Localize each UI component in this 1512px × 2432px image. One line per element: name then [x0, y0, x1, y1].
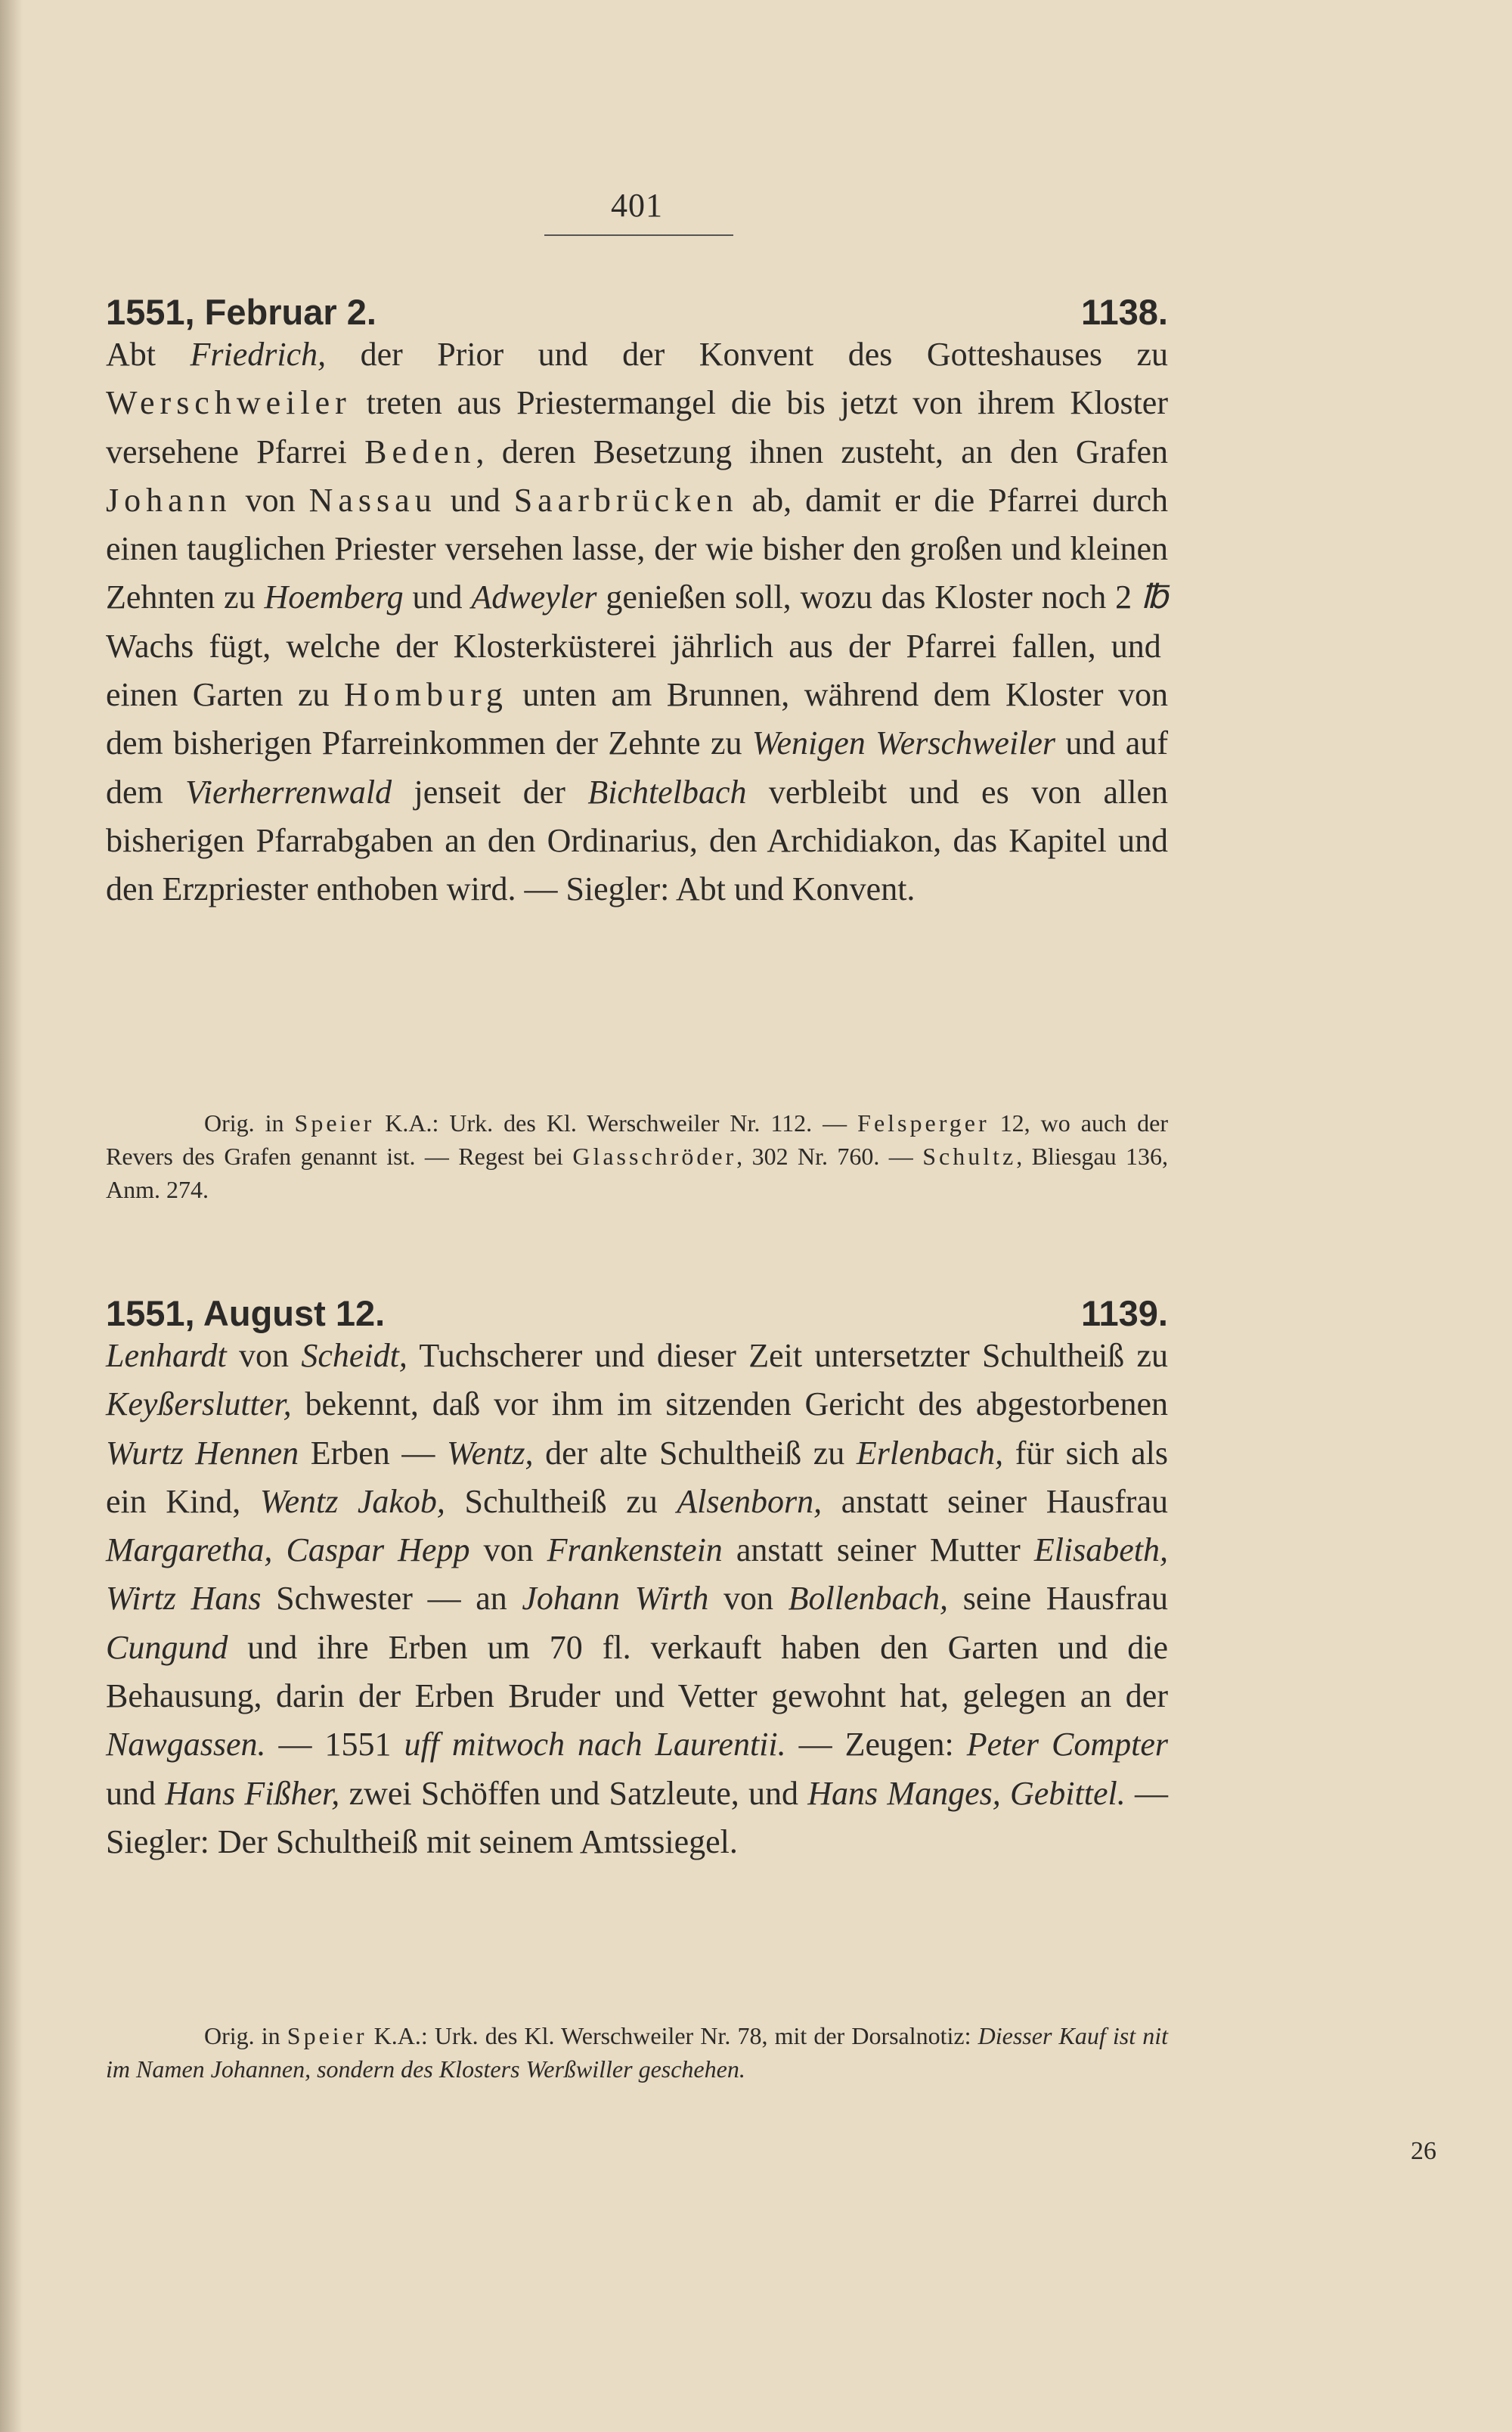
text-run: Schwester — an [261, 1580, 522, 1618]
entry-body-1138 [106, 330, 1168, 914]
italic-name: Elisabeth, [1033, 1531, 1169, 1569]
text-run: Abt [106, 336, 191, 373]
text-run: treten aus Priestermangel die bis jetzt von ihrem Kloster versehene Pfarrei [106, 384, 1168, 470]
text-run: K.A.: Urk. des Kl. Werschweiler Nr. 78, mit der Dorsalnotiz: [367, 2022, 978, 2049]
spaced-name: Homburg [343, 676, 508, 714]
text-run: ab, damit er die Pfarrei durch einen tauglichen Priester versehen lasse, der wie bisher den großen und kleinen Zehnten zu [106, 481, 1169, 616]
italic-name: ℔ [1141, 579, 1169, 616]
text-run: von [708, 1580, 789, 1618]
text-run: anstatt seiner Hausfrau [822, 1482, 1168, 1520]
text-run: , deren Besetzung ihnen zusteht, an den Grafen [476, 433, 1168, 470]
text-run: und auf dem [106, 724, 1168, 811]
document-page [106, 0, 1168, 2432]
text-run: Schultheiß zu [445, 1482, 677, 1520]
text-run: für sich als ein Kind, [106, 1434, 1168, 1520]
italic-name: Caspar Hepp [286, 1531, 470, 1569]
italic-name: Lenhardt [106, 1337, 227, 1374]
text-run: — 1551 [265, 1726, 404, 1764]
entry-number: 1138. [1080, 292, 1168, 332]
text-run: verbleibt und es von allen bisherigen Pfarrabgaben an den Ordinarius, den Archidiakon, das Kapitel und den Erzpriester enthoben wird. — Siegler: Abt und Konvent. [106, 773, 1168, 908]
text-run: Tuchscherer und dieser Zeit untersetzter Schultheiß zu [407, 1337, 1168, 1374]
entry-note-1138 [106, 1106, 1168, 1206]
text-run: seine Hausfrau [948, 1580, 1168, 1618]
text-run: 12, wo auch der Revers des Grafen genannt ist. — Regest bei [106, 1109, 1169, 1170]
italic-name: Bichtelbach [587, 773, 747, 811]
text-run: genießen soll, wozu das Kloster noch 2 [596, 579, 1142, 616]
italic-name: Frankenstein [547, 1531, 723, 1569]
text-run: Wachs fügt, welche der Klosterküsterei jährlich aus der Pfarrei fallen, und einen Garten zu [106, 627, 1161, 714]
italic-name: Erlenbach, [856, 1434, 1004, 1472]
page-number-rule [544, 234, 733, 236]
entry-number: 1139. [1080, 1293, 1168, 1333]
spaced-name: Speier [294, 1109, 375, 1137]
text-run: zwei Schöffen und Satzleute, und [339, 1774, 808, 1812]
text-run: K.A.: Urk. des Kl. Werschweiler Nr. 112. — [374, 1109, 858, 1137]
text-run: , Bliesgau 136, Anm. 274. [106, 1143, 1169, 1203]
text-run: anstatt seiner Mutter [722, 1531, 1034, 1569]
italic-name: Peter Compter [966, 1726, 1168, 1764]
text-run: — Siegler: Der Schultheiß mit seinem Amtssiegel. [106, 1774, 1168, 1860]
text-run: und [403, 579, 472, 616]
italic-name: uff mitwoch nach Laurentii. [404, 1726, 786, 1764]
text-run: von [226, 1337, 302, 1374]
text-run: , 302 Nr. 760. — [736, 1143, 923, 1170]
spaced-name: Schultz [922, 1143, 1017, 1170]
text-run: der Prior und der Konvent des Gotteshauses zu [326, 336, 1169, 373]
spaced-name: Johann [106, 481, 232, 519]
spaced-name: Glasschröder [572, 1143, 737, 1170]
entry-note-1139 [106, 2019, 1168, 2086]
italic-name: Wentz Jakob, [259, 1482, 445, 1520]
text-run: und ihre Erben um 70 fl. verkauft haben den Garten und die Behausung, darin der Erben Bruder und Vetter gewohnt hat, gelegen an der [106, 1628, 1168, 1715]
spaced-name: Nassau [308, 481, 437, 519]
text-run: von [231, 481, 309, 519]
italic-name: Bollenbach, [788, 1580, 949, 1618]
signature-mark: 26 [1411, 2137, 1436, 2165]
spaced-name: Werschweiler [106, 384, 352, 422]
text-run: Orig. in [204, 1109, 295, 1137]
italic-name: Vierherrenwald [185, 773, 392, 811]
text-run: — Zeugen: [785, 1726, 967, 1764]
text-run: unten am Brunnen, während dem Kloster von dem bisherigen Pfarreinkommen der Zehnte zu [106, 676, 1168, 762]
text-run: jenseit der [392, 773, 588, 811]
text-run [272, 1531, 286, 1568]
italic-name: Scheidt, [301, 1337, 407, 1374]
italic-name: Margaretha, [106, 1531, 273, 1569]
italic-name: Friedrich, [190, 336, 327, 373]
italic-name: Diesser Kauf ist nit im Namen Johannen, sondern des Klosters Werßwiller geschehen. [106, 2022, 1169, 2083]
spaced-name: Saarbrücken [513, 481, 739, 519]
spaced-name: Speier [287, 2022, 367, 2049]
italic-name: Adweyler [471, 579, 597, 616]
italic-name: Johann Wirth [522, 1580, 709, 1618]
italic-name: Wurtz Hennen [106, 1434, 299, 1472]
text-run: von [469, 1531, 547, 1569]
spaced-name: Felsperger [857, 1109, 990, 1137]
italic-name: Hans Fißher, [165, 1774, 340, 1812]
entry-date: 1551, Februar 2. [106, 292, 376, 332]
text-run: und [436, 481, 514, 519]
italic-name: Wirtz Hans [106, 1580, 262, 1618]
text-run: Erben — [299, 1434, 447, 1472]
italic-name: Keyßerslutter, [106, 1385, 292, 1423]
italic-name: Nawgassen. [106, 1726, 266, 1764]
italic-name: Hans Manges, Gebittel. [807, 1774, 1126, 1812]
page-number: 401 [611, 187, 663, 224]
italic-name: Alsenborn, [677, 1482, 823, 1520]
italic-name: Wentz, [446, 1434, 534, 1472]
italic-name: Wenigen Werschweiler [751, 724, 1056, 762]
italic-name: Cungund [106, 1628, 228, 1666]
entry-body-1139 [106, 1332, 1168, 1866]
text-run: bekennt, daß vor ihm im sitzenden Gericht des abgestorbenen [291, 1385, 1168, 1423]
text-run: Orig. in [204, 2022, 287, 2049]
entry-date: 1551, August 12. [106, 1293, 386, 1333]
spaced-name: Beden [364, 433, 476, 470]
text-run: der alte Schultheiß zu [533, 1434, 857, 1472]
page-edge-shadow [0, 0, 23, 2432]
text-run: und [106, 1774, 166, 1812]
italic-name: Hoemberg [264, 579, 404, 616]
